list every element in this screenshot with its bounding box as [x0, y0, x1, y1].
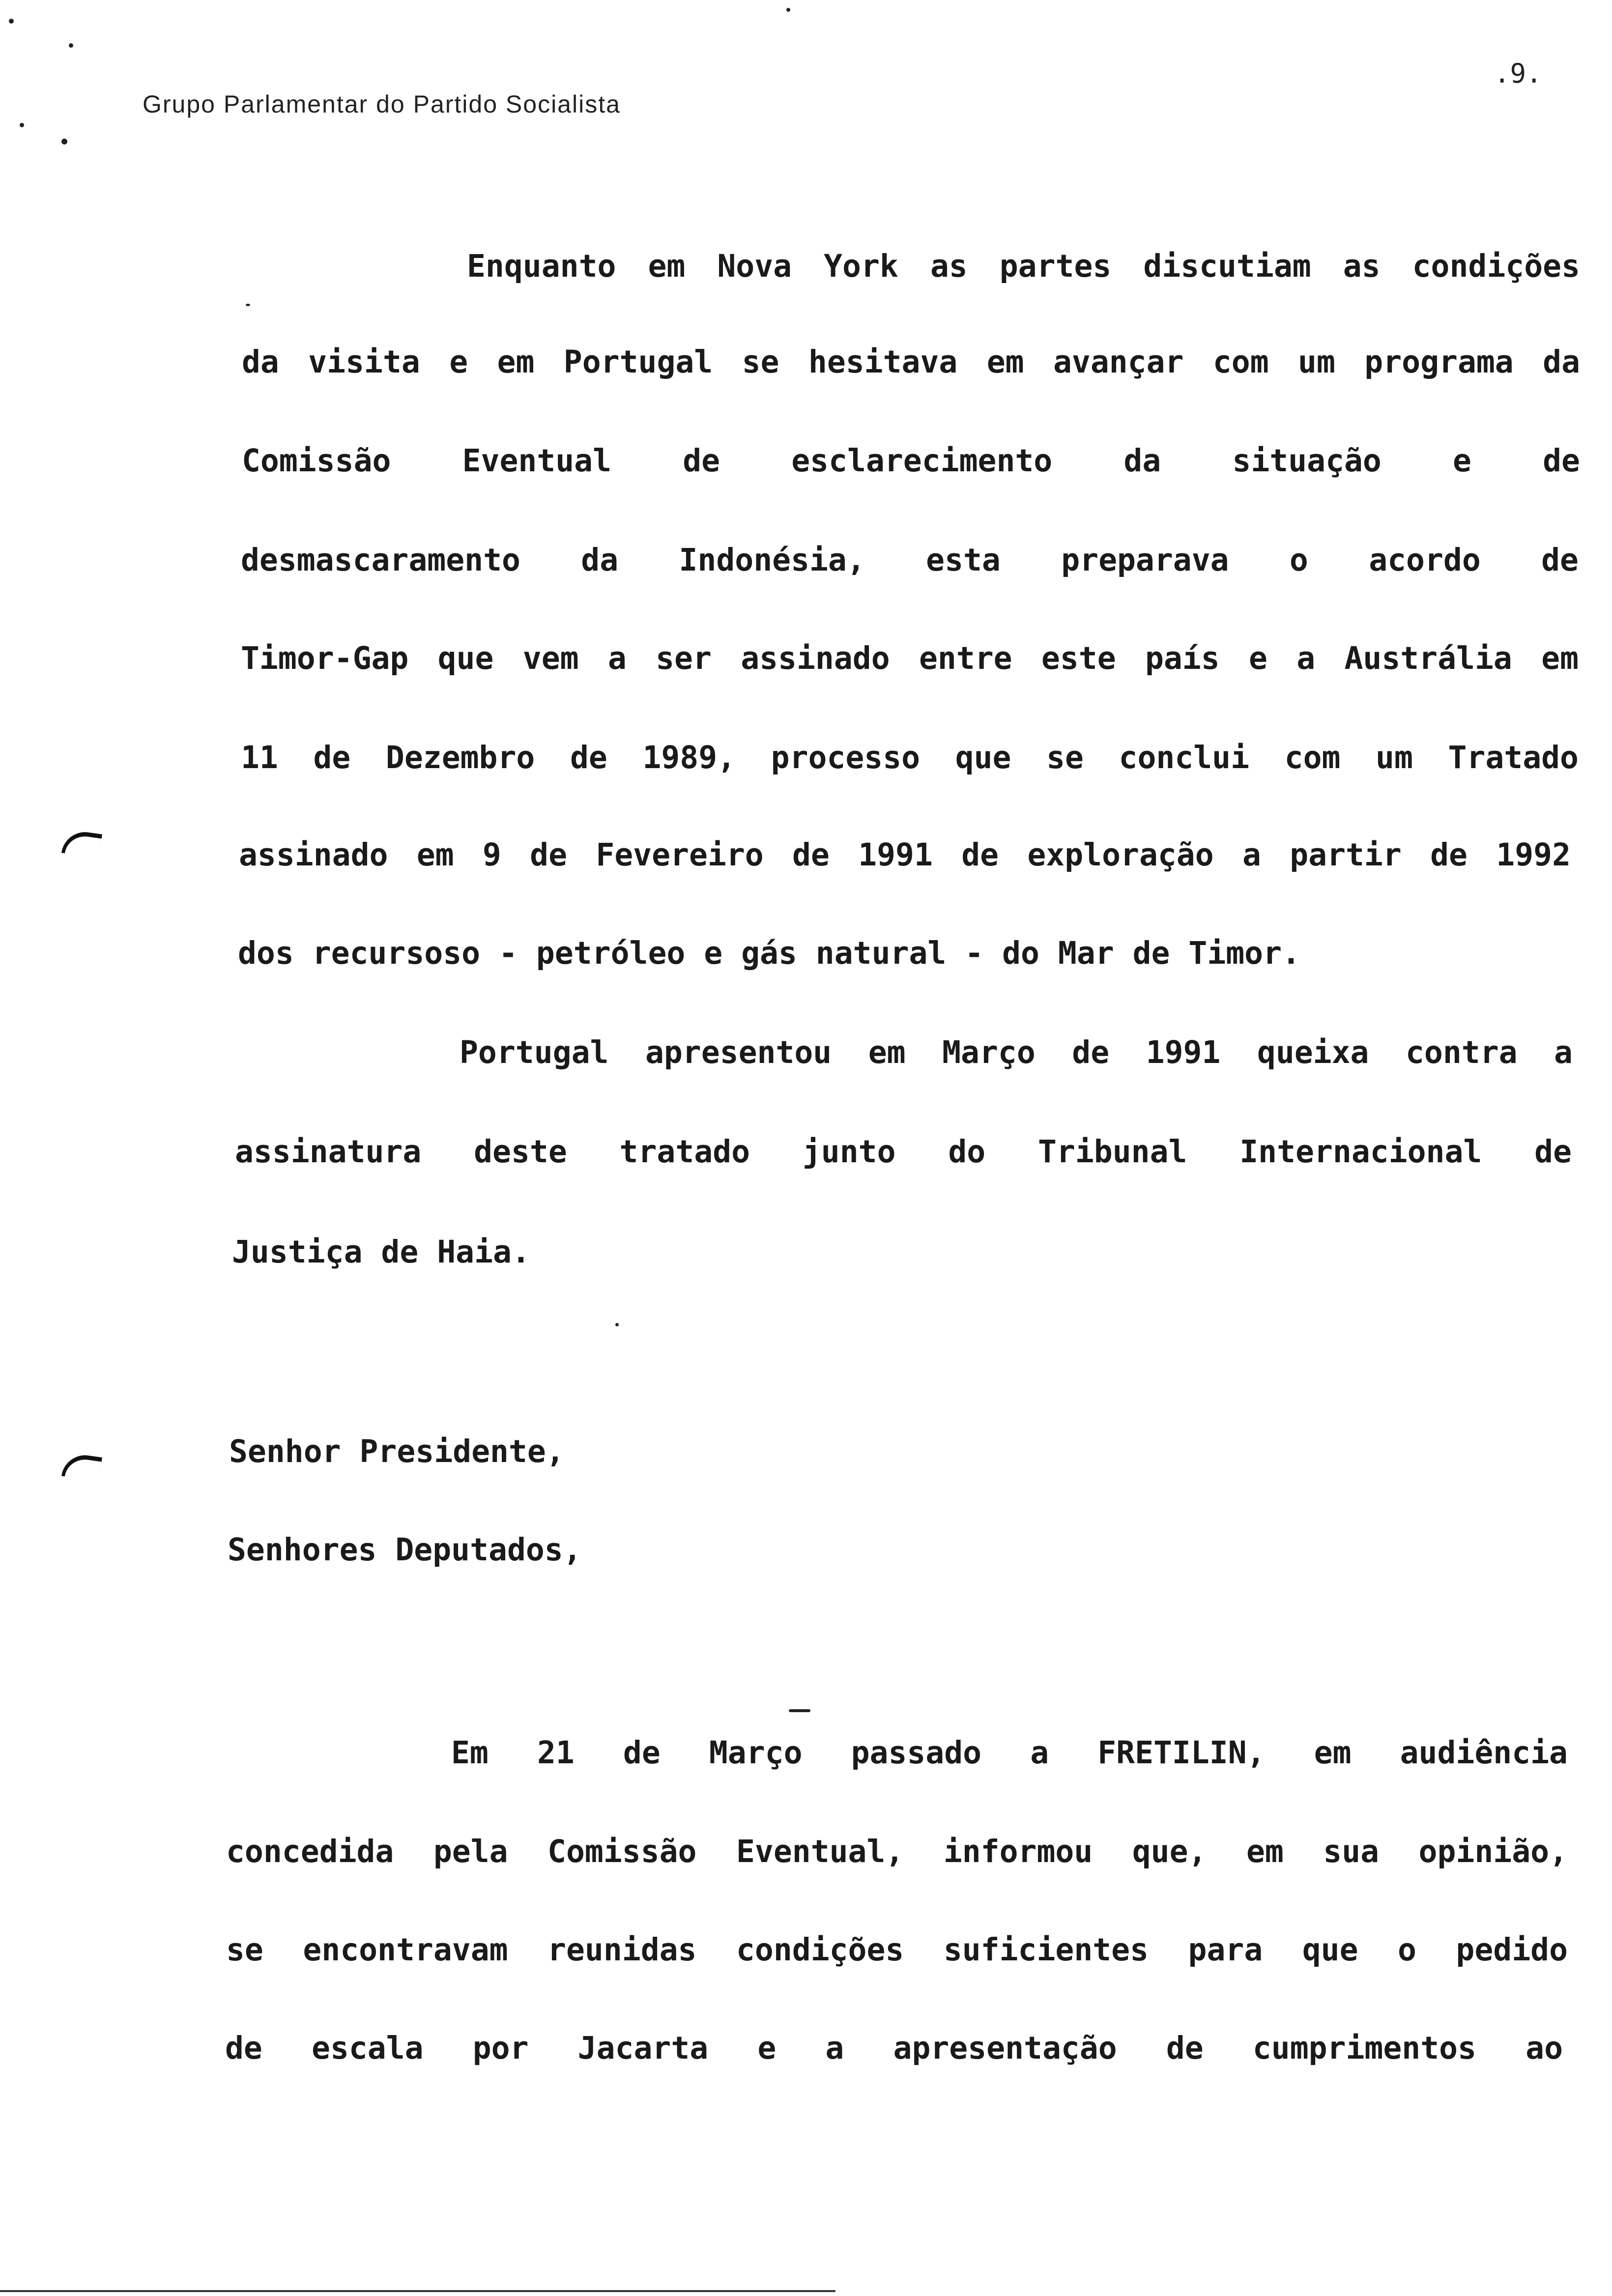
text-line: se encontravam reunidas condições suficientes para que o pedido [226, 1934, 1568, 1968]
text-line: de escala por Jacarta e a apresentação de cumprimentos ao [225, 2033, 1563, 2066]
text-line: Enquanto em Nova York as partes discutiam as condições [467, 251, 1580, 284]
salutation-line: Senhor Presidente, [229, 1434, 565, 1469]
page-number: .9. [1494, 58, 1542, 89]
text-line: dos recursoso - petróleo e gás natural - do Mar de Timor. [238, 935, 1300, 971]
scan-speck [61, 139, 67, 144]
text-line: assinatura deste tratado junto do Tribunal Internacional de [235, 1136, 1572, 1170]
text-line: 11 de Dezembro de 1989, processo que se conclui com um Tratado [241, 742, 1579, 775]
scan-speck [9, 19, 14, 24]
scan-speck [786, 8, 790, 12]
text-line: desmascaramento da Indonésia, esta preparava o acordo de [241, 545, 1579, 578]
text-line: Timor-Gap que vem a ser assinado entre este país e a Austrália em [241, 643, 1579, 676]
text-line: assinado em 9 de Fevereiro de 1991 de exploração a partir de 1992 [239, 839, 1571, 873]
scan-bottom-edge [0, 2290, 835, 2292]
scan-speck [20, 123, 24, 127]
scan-speck [246, 304, 250, 306]
organization-header: Grupo Parlamentar do Partido Socialista [143, 90, 621, 118]
scan-mark [61, 829, 102, 858]
scan-mark [61, 1452, 102, 1481]
text-line: Justiça de Haia. [232, 1234, 530, 1270]
text-line: da visita e em Portugal se hesitava em avançar com um programa da [242, 346, 1580, 380]
scan-speck [615, 1323, 619, 1326]
scan-speck [789, 1709, 810, 1712]
text-line: Em 21 de Março passado a FRETILIN, em audiência [451, 1737, 1568, 1771]
text-line: Portugal apresentou em Março de 1991 queixa contra a [460, 1037, 1573, 1070]
scan-speck [69, 43, 73, 48]
text-line: Comissão Eventual de esclarecimento da situação e de [242, 445, 1580, 479]
text-line: concedida pela Comissão Eventual, informou que, em sua opinião, [226, 1836, 1568, 1869]
salutation-line: Senhores Deputados, [228, 1532, 582, 1568]
